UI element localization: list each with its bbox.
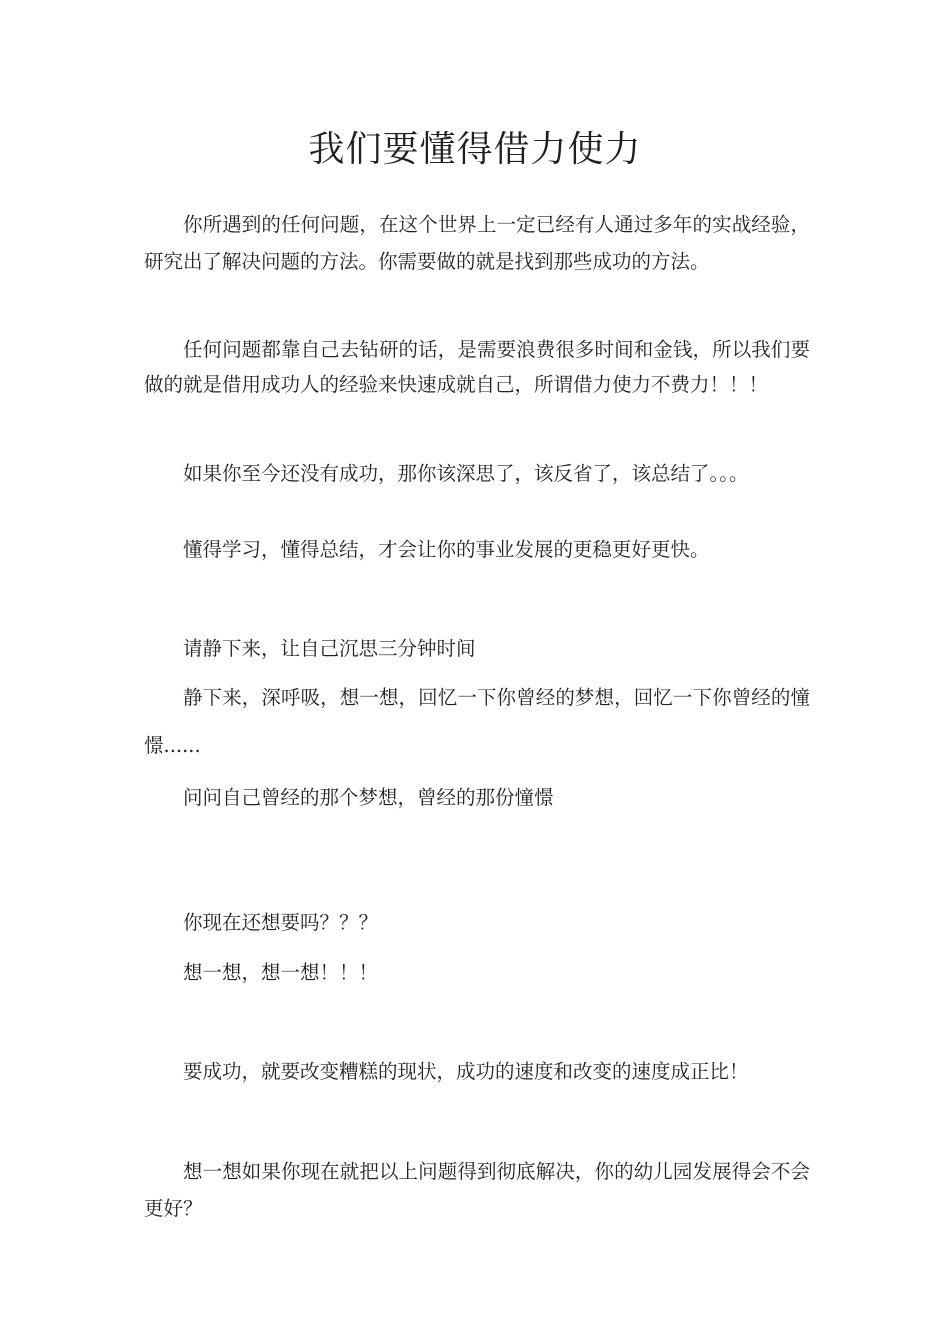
- paragraph: 如果你至今还没有成功，那你该深思了，该反省了，该总结了。。。: [183, 462, 749, 485]
- paragraph: 想一想，想一想！！！: [183, 961, 379, 984]
- paragraph: 请静下来，让自己沉思三分钟时间: [183, 637, 476, 660]
- paragraph: 任何问题都靠自己去钻研的话，是需要浪费很多时间和金钱，所以我们要做的就是借用成功人的经验来快速成就自己，所谓借力使力不费力！！！: [144, 338, 810, 396]
- paragraph: 懂得学习，懂得总结，才会让你的事业发展的更稳更好更快。: [183, 538, 710, 561]
- paragraph: 问问自己曾经的那个梦想，曾经的那份憧憬: [183, 786, 554, 809]
- paragraph: 想一想如果你现在就把以上问题得到彻底解决，你的幼儿园发展得会不会更好？: [144, 1160, 810, 1220]
- paragraph: 你所遇到的任何问题，在这个世界上一定已经有人通过多年的实战经验，研究出了解决问题的方法。你需要做的就是找到那些成功的方法。: [144, 213, 810, 273]
- paragraph: 你现在还想要吗？？？: [183, 911, 379, 934]
- paragraph: 静下来，深呼吸，想一想，回忆一下你曾经的梦想，回忆一下你曾经的憧憬......: [144, 686, 810, 757]
- document-title: 我们要懂得借力使力: [308, 129, 642, 170]
- paragraph: 要成功，就要改变糟糕的现状，成功的速度和改变的速度成正比！: [183, 1060, 749, 1083]
